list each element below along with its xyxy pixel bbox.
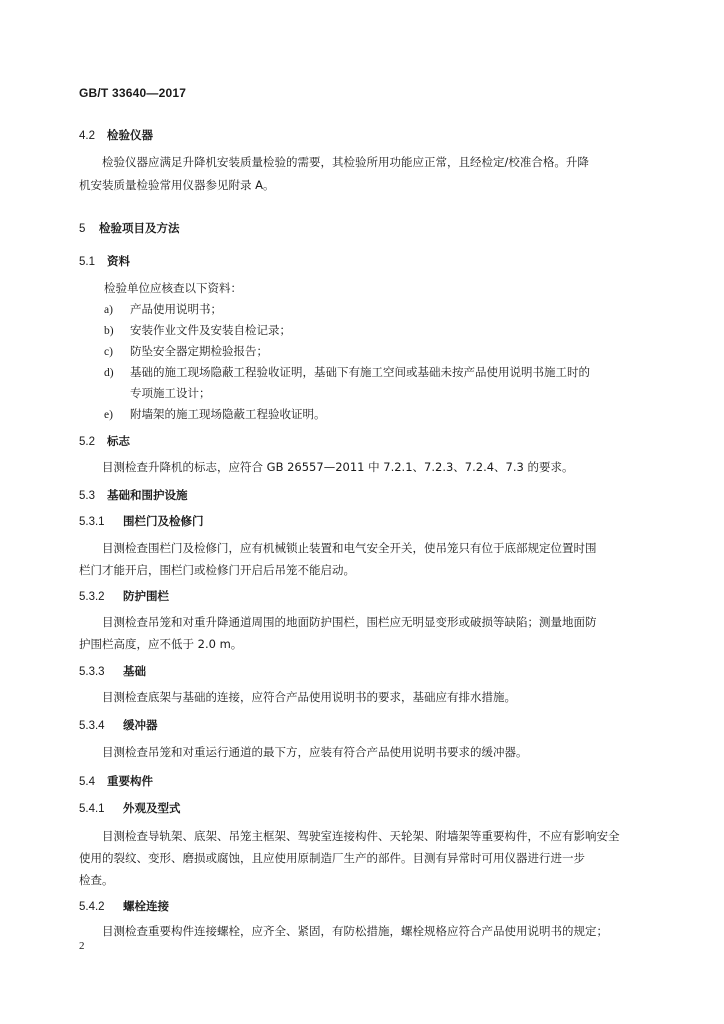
list-item-a: [104, 301, 222, 317]
section-heading-5-4-1: [79, 800, 181, 816]
section-title: 标志: [107, 434, 130, 448]
section-number: 5.3.2: [79, 591, 105, 603]
section-number: 5.3.3: [79, 666, 105, 678]
paragraph-5-4-1-line-1: 目测检查导轨架、底架、吊笼主框架、驾驶室连接构件、天轮架、附墙架等重要构件，不应有影响安全: [102, 829, 620, 843]
section-title: 基础: [123, 664, 146, 678]
section-number: 5: [79, 223, 86, 235]
section-title: 围栏门及检修门: [123, 514, 204, 528]
list-marker: d): [104, 367, 114, 379]
paragraph-4-2-line-2: 机安装质量检验常用仪器参见附录 A。: [79, 178, 275, 192]
section-title: 资料: [107, 254, 130, 268]
section-title: 缓冲器: [123, 718, 158, 732]
list-item-text: 附墙架的施工现场隐蔽工程验收证明。: [130, 407, 326, 421]
section-title: 基础和围护设施: [107, 488, 188, 502]
list-item-text: 基础的施工现场隐蔽工程验收证明，基础下有施工空间或基础未按产品使用说明书施工时的: [130, 365, 590, 379]
section-number: 5.4.1: [79, 803, 105, 815]
section-number: 5.3: [79, 490, 95, 502]
list-item-b: [104, 322, 291, 338]
section-title: 螺栓连接: [123, 899, 169, 913]
list-marker: a): [104, 304, 113, 316]
section-title: 防护围栏: [123, 589, 169, 603]
section-heading-5-3-2: [79, 588, 169, 604]
paragraph-5-3-1-line-1: 目测检查围栏门及检修门，应有机械锁止装置和电气安全开关，使吊笼只有位于底部规定位置时围: [102, 541, 597, 555]
section-number: 4.2: [79, 130, 95, 142]
list-marker: e): [104, 409, 113, 421]
section-title: 外观及型式: [123, 801, 181, 815]
section-title: 检验仪器: [107, 128, 153, 142]
section-heading-5-3: [79, 487, 188, 503]
section-heading-5-2: [79, 433, 130, 449]
list-item-text: 安装作业文件及安装自检记录；: [130, 323, 291, 337]
list-item-d: [104, 364, 590, 380]
section-heading-5-4-2: [79, 898, 169, 914]
paragraph-5-3-4: 目测检查吊笼和对重运行通道的最下方，应装有符合产品使用说明书要求的缓冲器。: [102, 745, 528, 759]
section-heading-5-3-1: [79, 513, 204, 529]
section-number: 5.4.2: [79, 901, 105, 913]
section-number: 5.1: [79, 256, 95, 268]
standard-code-header: GB/T 33640—2017: [79, 86, 187, 100]
paragraph-5-4-2-line-1: 目测检查重要构件连接螺栓，应齐全、紧固，有防松措施，螺栓规格应符合产品使用说明书的规定；: [102, 924, 608, 938]
paragraph-4-2-line-1: 检验仪器应满足升降机安装质量检验的需要，其检验所用功能应正常，且经检定/校准合格。升降: [102, 155, 589, 169]
section-number: 5.4: [79, 776, 95, 788]
paragraph-5-3-1-line-2: 栏门才能开启，围栏门或检修门开启后吊笼不能启动。: [79, 563, 355, 577]
section-heading-5-3-3: [79, 663, 146, 679]
list-item-e: [104, 406, 326, 422]
paragraph-5-3-2-line-1: 目测检查吊笼和对重升降通道周围的地面防护围栏，围栏应无明显变形或破损等缺陷；测量地面防: [102, 615, 597, 629]
section-heading-5-1: [79, 253, 130, 269]
paragraph-5-4-1-line-3: 检查。: [79, 873, 114, 887]
list-item-text: 防坠安全器定期检验报告；: [130, 344, 268, 358]
section-title: 重要构件: [107, 774, 153, 788]
section-heading-5-4: [79, 773, 153, 789]
paragraph-5-4-1-line-2: 使用的裂纹、变形、磨损或腐蚀，且应使用原制造厂生产的部件。目测有异常时可用仪器进行进一步: [79, 851, 585, 865]
paragraph-5-1-intro: 检验单位应核查以下资料：: [104, 281, 242, 295]
section-heading-5-3-4: [79, 717, 158, 733]
section-heading-4-2: [79, 127, 153, 143]
list-item-c: [104, 343, 268, 359]
page-number: 2: [79, 940, 85, 952]
section-number: 5.3.4: [79, 720, 105, 732]
paragraph-5-3-2-line-2: 护围栏高度，应不低于 2.0 m。: [79, 637, 243, 651]
list-item-text: 产品使用说明书；: [130, 302, 222, 316]
list-marker: b): [104, 325, 114, 337]
section-heading-5: [79, 220, 180, 236]
list-item-d-continuation: 专项施工设计；: [130, 386, 211, 400]
section-title: 检验项目及方法: [99, 221, 180, 235]
section-number: 5.2: [79, 436, 95, 448]
paragraph-5-2: 目测检查升降机的标志，应符合 GB 26557—2011 中 7.2.1、7.2.3、7.2.4、7.3 的要求。: [102, 460, 574, 474]
section-number: 5.3.1: [79, 516, 105, 528]
paragraph-5-3-3: 目测检查底架与基础的连接，应符合产品使用说明书的要求，基础应有排水措施。: [102, 690, 516, 704]
list-marker: c): [104, 346, 113, 358]
